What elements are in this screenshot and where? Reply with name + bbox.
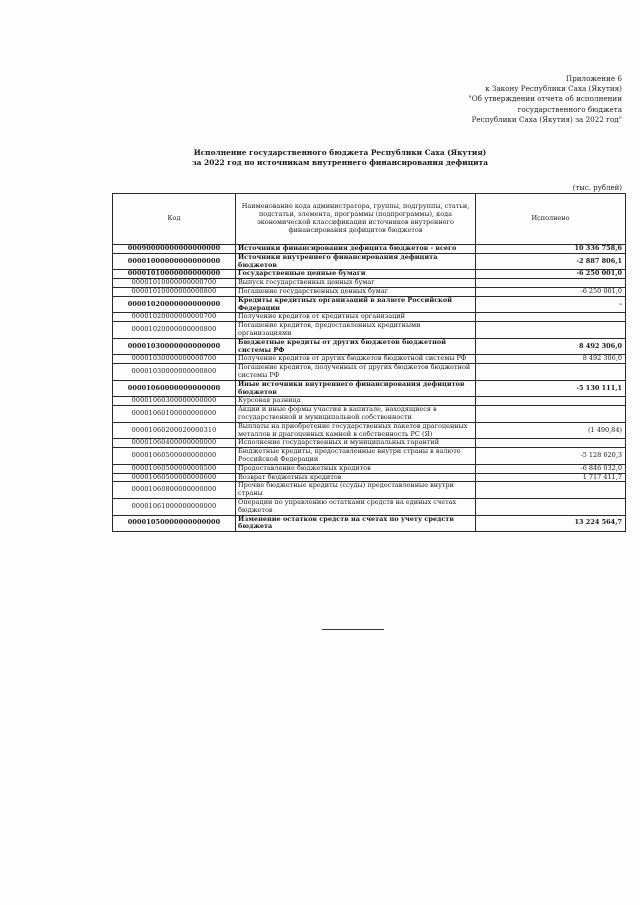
row-amount bbox=[476, 364, 626, 381]
row-code: 00001060300000000000 bbox=[113, 397, 236, 406]
row-name: Курсовая разница bbox=[236, 397, 476, 406]
table-row bbox=[113, 406, 626, 423]
row-name: Предоставление бюджетных кредитов bbox=[236, 464, 476, 473]
row-code: 00001030000000000000 bbox=[113, 338, 236, 355]
row-name: Бюджетные кредиты от других бюджетов бюджетной системы РФ bbox=[236, 338, 476, 355]
table-row bbox=[113, 322, 626, 339]
table-row bbox=[113, 482, 626, 499]
row-name: Погашение кредитов, предоставленных кредитными организациями bbox=[236, 322, 476, 339]
header-name: Наименование кода администратора, группы, подгруппы, статьи, подстатьи, элемента, программы (подпрограммы), кода экономической классификации источников внутреннего финансирования дефицитов бюджетов bbox=[236, 194, 476, 245]
row-code: 00001060100000000000 bbox=[113, 406, 236, 423]
row-code: 00001020000000000000 bbox=[113, 296, 236, 313]
row-amount: 8 492 306,0 bbox=[476, 355, 626, 364]
annex-line: государственного бюджета bbox=[517, 104, 622, 114]
row-code: 00001060000000000000 bbox=[113, 380, 236, 397]
row-name: Прочие бюджетные кредиты (ссуды) предоставленные внутри страны bbox=[236, 482, 476, 499]
header-code: Код bbox=[113, 194, 236, 245]
row-code: 00001010000000000800 bbox=[113, 287, 236, 296]
row-amount: 10 336 758,6 bbox=[476, 245, 626, 254]
row-code: 00001060800000000000 bbox=[113, 482, 236, 499]
table-row bbox=[113, 364, 626, 381]
row-amount: -5 128 620,3 bbox=[476, 448, 626, 465]
row-name: Погашение кредитов, полученных от других бюджетов бюджетной системы РФ bbox=[236, 364, 476, 381]
row-name: Иные источники внутреннего финансирования дефицитов бюджетов bbox=[236, 380, 476, 397]
row-code: 00001060500000000000 bbox=[113, 448, 236, 465]
row-name: Бюджетные кредиты, предоставленные внутри страны в валюте Российской Федерации bbox=[236, 448, 476, 465]
row-amount bbox=[476, 439, 626, 448]
row-code: 00001061000000000000 bbox=[113, 498, 236, 515]
row-name: Выпуск государственных ценных бумаг bbox=[236, 279, 476, 288]
row-amount bbox=[476, 406, 626, 423]
row-name: Получение кредитов от других бюджетов бюджетной системы РФ bbox=[236, 355, 476, 364]
title-line-1: Исполнение государственного бюджета Республики Саха (Якутия) bbox=[193, 148, 487, 157]
row-name: Выплаты на приобретение государственных пакетов драгоценных металлов и драгоценных камней в собственность РС (Я) bbox=[236, 422, 476, 439]
annex-line: Приложение 6 bbox=[565, 74, 622, 83]
table-row bbox=[113, 448, 626, 465]
budget-table bbox=[112, 193, 626, 532]
annex-note bbox=[468, 74, 622, 125]
document-title bbox=[150, 148, 530, 168]
row-amount: 1 717 411,7 bbox=[476, 473, 626, 482]
row-amount bbox=[476, 322, 626, 339]
row-code: 00001000000000000000 bbox=[113, 253, 236, 270]
row-amount: -6 846 032,0 bbox=[476, 464, 626, 473]
row-name: Источники финансирования дефицита бюджетов - всего bbox=[236, 245, 476, 254]
row-amount bbox=[476, 498, 626, 515]
row-name: Акции и иные формы участия в капитале, находящиеся в государственной и муниципальной собственности bbox=[236, 406, 476, 423]
table-row bbox=[113, 464, 626, 473]
row-name: Государственные ценные бумаги bbox=[236, 270, 476, 279]
table-row bbox=[113, 287, 626, 296]
table-row bbox=[113, 296, 626, 313]
row-code: 00090000000000000000 bbox=[113, 245, 236, 254]
row-name: Источники внутреннего финансирования дефицита бюджетов bbox=[236, 253, 476, 270]
table-row bbox=[113, 245, 626, 254]
row-name: Операции по управлению остатками средств на единых счетах бюджетов bbox=[236, 498, 476, 515]
row-name: Исполнение государственных и муниципальных гарантий bbox=[236, 439, 476, 448]
row-code: 00001060400000000000 bbox=[113, 439, 236, 448]
annex-line: "Об утверждении отчета об исполнении bbox=[468, 94, 622, 104]
row-code: 00001010000000000000 bbox=[113, 270, 236, 279]
table-row bbox=[113, 422, 626, 439]
header-executed: Исполнено bbox=[476, 194, 626, 245]
table-row bbox=[113, 515, 626, 532]
row-amount: - bbox=[476, 296, 626, 313]
title-line-2: за 2022 год по источникам внутреннего финансирования дефицита bbox=[191, 158, 489, 167]
row-name: Получение кредитов от кредитных организаций bbox=[236, 313, 476, 322]
row-name: Кредиты кредитных организаций в валюте Российской Федерации bbox=[236, 296, 476, 313]
annex-line: Республики Саха (Якутия) за 2022 год" bbox=[471, 114, 622, 124]
row-amount: -6 250 001,0 bbox=[476, 287, 626, 296]
signature-line bbox=[322, 629, 384, 630]
row-amount: -2 887 806,1 bbox=[476, 253, 626, 270]
row-code: 00001050000000000000 bbox=[113, 515, 236, 532]
row-name: Изменение остатков средств на счетах по учету средств бюджета bbox=[236, 515, 476, 532]
table-row bbox=[113, 253, 626, 270]
row-amount bbox=[476, 482, 626, 499]
row-amount: -5 130 111,1 bbox=[476, 380, 626, 397]
unit-label: (тыс. рублей) bbox=[572, 184, 622, 192]
row-code: 00001020000000000800 bbox=[113, 322, 236, 339]
row-amount: (1 490,84) bbox=[476, 422, 626, 439]
table-header-row bbox=[113, 194, 626, 245]
row-code: 00001060500000000500 bbox=[113, 464, 236, 473]
table-row bbox=[113, 338, 626, 355]
table-row bbox=[113, 380, 626, 397]
row-name: Погашение государственных ценных бумаг bbox=[236, 287, 476, 296]
row-code: 00001020000000000700 bbox=[113, 313, 236, 322]
row-name: Возврат бюджетных кредитов bbox=[236, 473, 476, 482]
row-code: 00001030000000000800 bbox=[113, 364, 236, 381]
row-code: 00001030000000000700 bbox=[113, 355, 236, 364]
row-code: 00001060200020000310 bbox=[113, 422, 236, 439]
row-amount bbox=[476, 397, 626, 406]
row-amount: 13 224 564,7 bbox=[476, 515, 626, 532]
annex-line: к Закону Республики Саха (Якутия) bbox=[485, 84, 622, 94]
row-amount bbox=[476, 313, 626, 322]
row-amount: -6 250 001,0 bbox=[476, 270, 626, 279]
table-row bbox=[113, 498, 626, 515]
row-code: 00001010000000000700 bbox=[113, 279, 236, 288]
row-code: 00001060500000000600 bbox=[113, 473, 236, 482]
row-amount: 8 492 306,0 bbox=[476, 338, 626, 355]
